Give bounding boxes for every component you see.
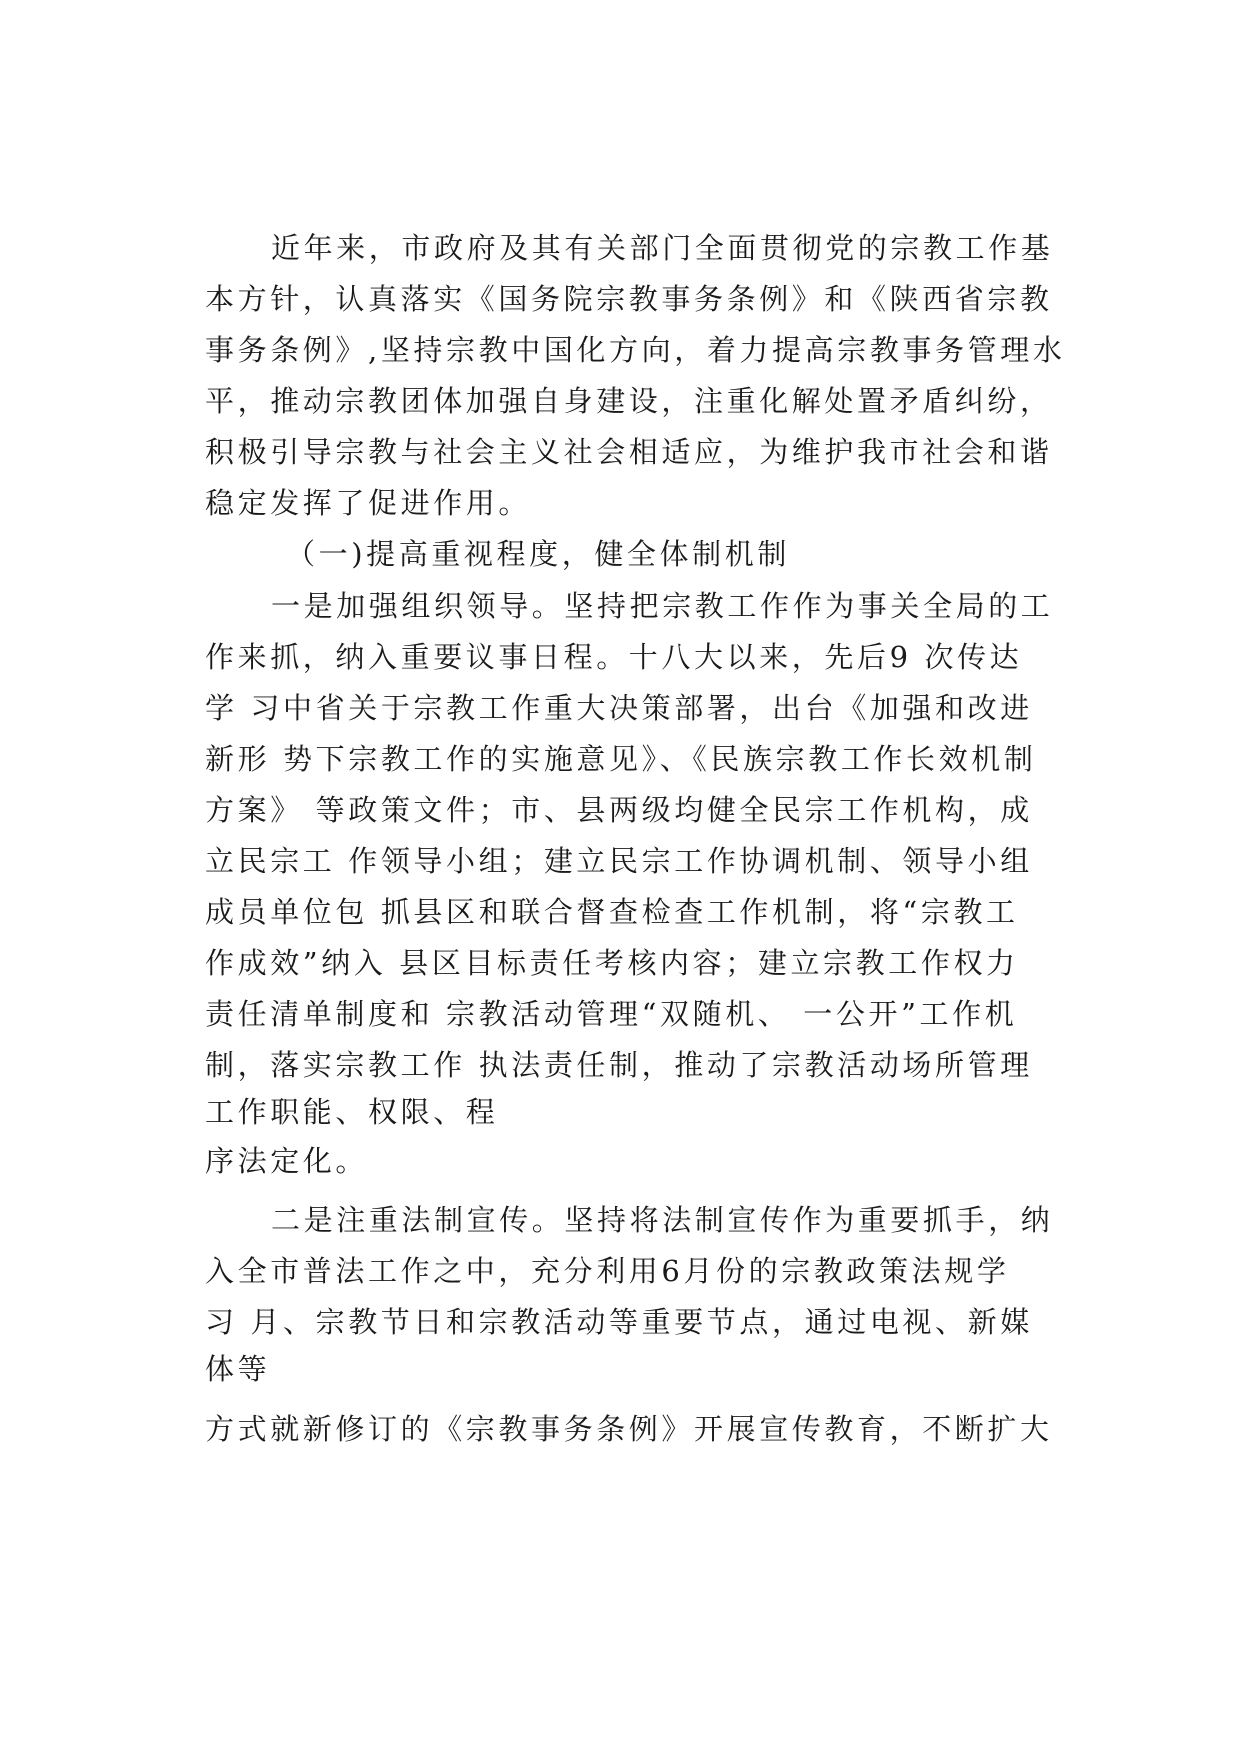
para2-line2: 作来抓，纳入重要议事日程。十八大以来，先后9 次传达: [205, 640, 1023, 674]
para2-line7: 成员单位包 抓县区和联合督查检查工作机制，将“宗教工: [205, 895, 1019, 929]
para2-line9: 责任清单制度和 宗教活动管理“双随机、 一公开”工作机: [205, 997, 1018, 1031]
para3-line3: 习 月、宗教节日和宗教活动等重要节点，通过电视、新媒: [205, 1305, 1033, 1339]
para2-line1: 一是加强组织领导。坚持把宗教工作作为事关全局的工: [271, 589, 1054, 623]
para2-line10: 制，落实宗教工作 执法责任制，推动了宗教活动场所管理: [205, 1048, 1033, 1082]
para3-line1: 二是注重法制宣传。坚持将法制宣传作为重要抓手，纳: [271, 1203, 1054, 1237]
para2-line4: 新形 势下宗教工作的实施意见》、《民族宗教工作长效机制: [205, 742, 1037, 776]
para2-line12: 序法定化。: [205, 1144, 369, 1178]
para1-line4: 平，推动宗教团体加强自身建设，注重化解处置矛盾纠纷，: [205, 384, 1053, 418]
para1-line3: 事务条例》,坚持宗教中国化方向，着力提高宗教事务管理水: [205, 333, 1066, 367]
para3-line2: 入全市普法工作之中，充分利用6月份的宗教政策法规学: [205, 1254, 1010, 1288]
para1-line5: 积极引导宗教与社会主义社会相适应，为维护我市社会和谐: [205, 435, 1053, 469]
para2-line5: 方案》 等政策文件；市、县两级均健全民宗工作机构，成: [205, 793, 1033, 827]
para3-line4: 体等: [205, 1352, 271, 1386]
para3-line5: 方式就新修订的《宗教事务条例》开展宣传教育，不断扩大: [205, 1412, 1053, 1446]
para2-line11: 工作职能、权限、程: [205, 1095, 499, 1129]
para2-line6: 立民宗工 作领导小组；建立民宗工作协调机制、领导小组: [205, 844, 1033, 878]
para1-line6: 稳定发挥了促进作用。: [205, 486, 532, 520]
para2-line8: 作成效”纳入 县区目标责任考核内容；建立宗教工作权力: [205, 946, 1019, 980]
para2-line3: 学 习中省关于宗教工作重大决策部署，出台《加强和改进: [205, 691, 1033, 725]
section-heading: （一)提高重视程度，健全体制机制: [286, 537, 790, 571]
para1-line1: 近年来，市政府及其有关部门全面贯彻党的宗教工作基: [271, 231, 1054, 265]
para1-line2: 本方针，认真落实《国务院宗教事务条例》和《陕西省宗教: [205, 282, 1053, 316]
